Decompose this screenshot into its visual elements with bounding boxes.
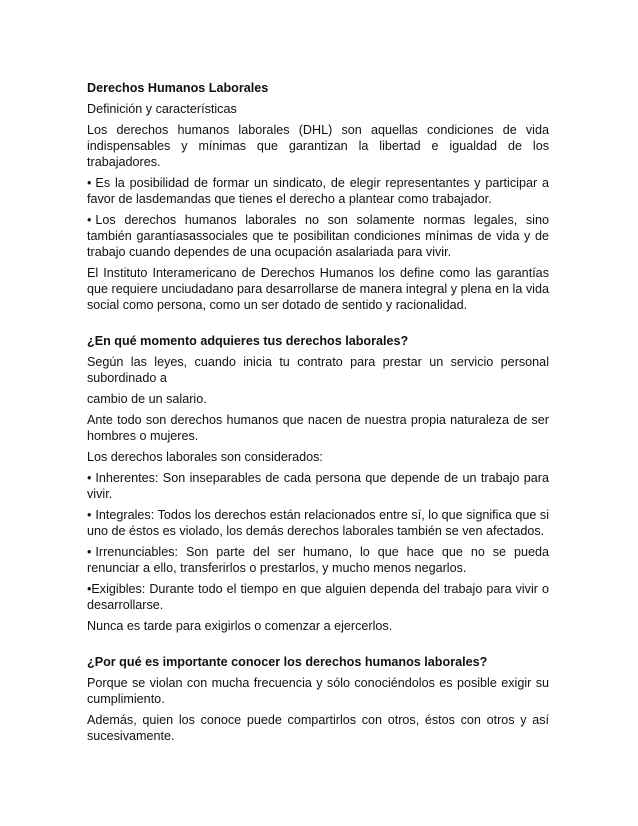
document-page xyxy=(87,80,549,749)
rights-bullet-item xyxy=(87,470,549,502)
section-paragraph: Los derechos laborales son considerados: xyxy=(87,450,323,464)
bullet-mark: • xyxy=(87,508,92,522)
rights-bullet-item: •Exigibles: Durante todo el tiempo en que alguien dependa del trabajo para vivir o desarrollarse. xyxy=(87,582,549,612)
section-paragraph: Ante todo son derechos humanos que nacen de nuestra propia naturaleza de ser hombres o mujeres. xyxy=(87,413,549,443)
intro-paragraph: Los derechos humanos laborales (DHL) son aquellas condiciones de vida indispensables y mínimas que garantizan la libertad e igualdad de los trabajadores. xyxy=(87,123,549,169)
intro-bullet-text: Los derechos humanos laborales no son solamente normas legales, sino también garantíasassociales que te posibilitan condiciones mínimas de vida y de trabajo cuando dependes de una ocupación asalariada para vivir. xyxy=(87,213,549,259)
rights-bullet-text: Irrenunciables: Son parte del ser humano, lo que hace que no se pueda renunciar a ello, transferirlos o prestarlos, y mucho menos negarlos. xyxy=(87,545,549,575)
bullet-mark: • xyxy=(87,545,92,559)
bullet-mark: • xyxy=(87,176,92,190)
document-subtitle: Definición y características xyxy=(87,102,237,116)
rights-bullet-text: Integrales: Todos los derechos están relacionados entre sí, lo que significa que si uno de éstos es violado, los demás derechos laborales también se ven afectados. xyxy=(87,508,549,538)
intro-paragraph: El Instituto Interamericano de Derechos Humanos los define como las garantías que requiere unciudadano para desarrollarse de manera integral y plena en la vida social como persona, como un ser dotado de sentido y racionalidad. xyxy=(87,266,549,312)
intro-bullet-item xyxy=(87,175,549,207)
bullet-mark: • xyxy=(87,471,92,485)
section-paragraph: Porque se violan con mucha frecuencia y sólo conociéndolos es posible exigir su cumplimiento. xyxy=(87,676,549,706)
section-paragraph: cambio de un salario. xyxy=(87,392,207,406)
section-paragraph: Nunca es tarde para exigirlos o comenzar a ejercerlos. xyxy=(87,619,393,633)
intro-bullet-item xyxy=(87,212,549,260)
section-heading: ¿Por qué es importante conocer los derechos humanos laborales? xyxy=(87,655,488,669)
document-title: Derechos Humanos Laborales xyxy=(87,81,269,95)
section-heading: ¿En qué momento adquieres tus derechos laborales? xyxy=(87,334,409,348)
rights-bullet-text: Inherentes: Son inseparables de cada persona que depende de un trabajo para vivir. xyxy=(87,471,549,501)
bullet-mark: • xyxy=(87,213,92,227)
rights-bullet-item xyxy=(87,507,549,539)
section-paragraph: Según las leyes, cuando inicia tu contrato para prestar un servicio personal subordinado a xyxy=(87,355,549,385)
rights-bullet-item xyxy=(87,544,549,576)
section-paragraph: Además, quien los conoce puede compartirlos con otros, éstos con otros y así sucesivamente. xyxy=(87,713,549,743)
intro-bullet-text: Es la posibilidad de formar un sindicato, de elegir representantes y participar a favor de lasdemandas que tienes el derecho a plantear como trabajador. xyxy=(87,176,549,206)
